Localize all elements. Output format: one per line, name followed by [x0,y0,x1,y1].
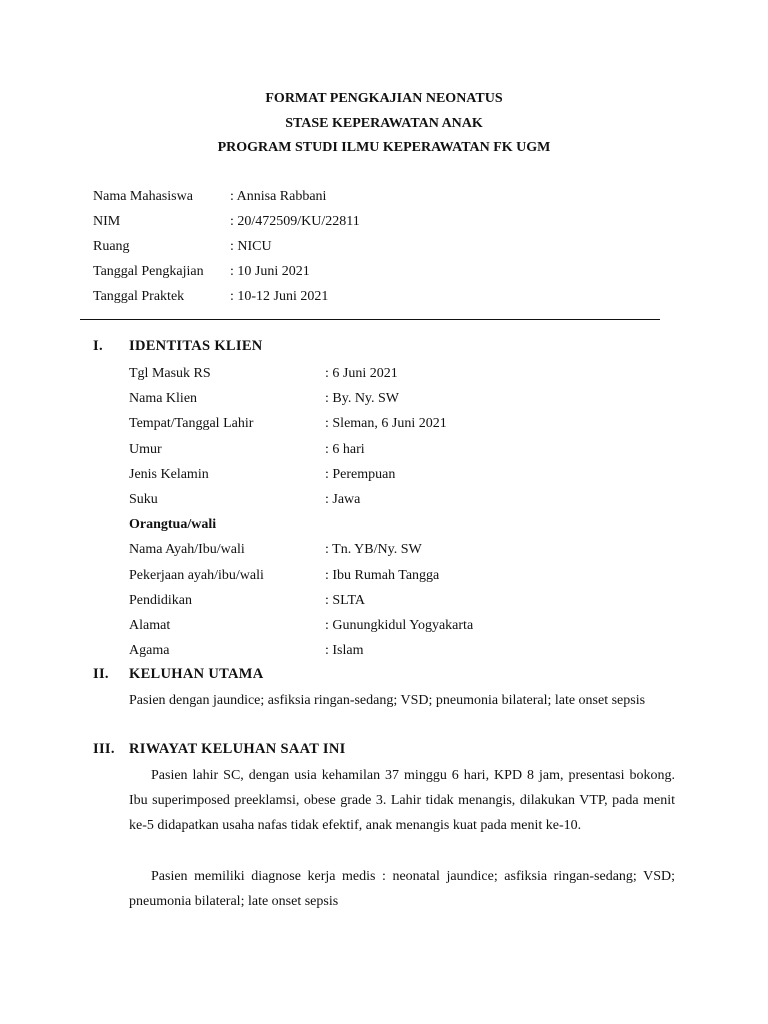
field-label: Suku [129,491,158,507]
identity-row [129,487,674,512]
info-value: : Annisa Rabbani [230,189,327,204]
identity-row [129,386,674,411]
identity-row [129,462,674,487]
parent-row [129,563,674,588]
title-line-2: STASE KEPERAWATAN ANAK [285,115,483,131]
field-label: Pekerjaan ayah/ibu/wali [129,567,264,583]
field-label: Agama [129,643,170,659]
info-row [93,259,693,284]
history-paragraph-2: Pasien memiliki diagnose kerja medis : neonatal jaundice; asfiksia ringan-sedang; VSD; pneumonia bilateral; late onset sepsis [129,869,675,909]
field-label: Tempat/Tanggal Lahir [129,416,254,432]
horizontal-divider [80,319,660,320]
section-number: I. [93,338,103,354]
parent-row [129,537,674,562]
field-value: : Sleman, 6 Juni 2021 [325,416,447,432]
title-line-1: FORMAT PENGKAJIAN NEONATUS [265,91,503,106]
field-value: : Perempuan [325,466,396,482]
document-title [0,87,768,161]
info-value: : 10 Juni 2021 [230,264,310,279]
field-label: Nama Ayah/Ibu/wali [129,542,245,558]
section-title: RIWAYAT KELUHAN SAAT INI [129,741,346,757]
field-value: : SLTA [325,592,365,608]
field-value: : Ibu Rumah Tangga [325,567,440,583]
field-label: Pendidikan [129,592,192,608]
field-label: Nama Klien [129,391,198,407]
info-row [93,234,693,259]
field-label: Jenis Kelamin [129,466,209,482]
student-info [93,184,693,309]
main-complaint-text: Pasien dengan jaundice; asfiksia ringan-sedang; VSD; pneumonia bilateral; late onset sepsis [129,693,646,708]
info-label: Ruang [93,239,130,254]
info-label: Tanggal Praktek [93,289,185,304]
info-row [93,209,693,234]
field-value: : Tn. YB/Ny. SW [325,542,422,558]
parent-row [129,638,674,663]
identity-row [129,411,674,436]
info-row [93,184,693,209]
history-paragraph-1: Pasien lahir SC, dengan usia kehamilan 37 minggu 6 hari, KPD 8 jam, presentasi bokong. Ibu superimposed preeklamsi, obese grade 3. Lahir tidak menangis, dilakukan VTP, pada menit ke-5 didapatkan usaha nafas tidak efektif, anak menangis kuat pada menit ke-10. [129,768,675,833]
field-value: : 6 hari [325,441,365,457]
section-number: III. [93,741,115,757]
info-label: NIM [93,214,121,229]
parent-row [129,588,674,613]
field-label: Tgl Masuk RS [129,366,211,381]
field-value: : Islam [325,643,364,659]
parent-subheading: Orangtua/wali [129,517,217,533]
field-value: : Gunungkidul Yogyakarta [325,617,474,633]
info-label: Nama Mahasiswa [93,189,193,204]
identity-row [129,361,674,386]
info-row [93,284,693,309]
section-title: KELUHAN UTAMA [129,666,264,682]
section-title: IDENTITAS KLIEN [129,338,263,354]
info-value: : 20/472509/KU/22811 [230,214,360,229]
identity-row [129,437,674,462]
section-number: II. [93,666,109,682]
field-value: : 6 Juni 2021 [325,366,398,381]
info-value: : NICU [230,239,272,254]
parent-row [129,613,674,638]
field-value: : By. Ny. SW [325,391,400,407]
title-line-3: PROGRAM STUDI ILMU KEPERAWATAN FK UGM [217,140,551,155]
info-value: : 10-12 Juni 2021 [230,289,329,304]
info-label: Tanggal Pengkajian [93,264,204,279]
field-label: Alamat [129,617,171,633]
client-identity-list [129,361,674,663]
field-label: Umur [129,441,162,457]
field-value: : Jawa [325,491,361,507]
